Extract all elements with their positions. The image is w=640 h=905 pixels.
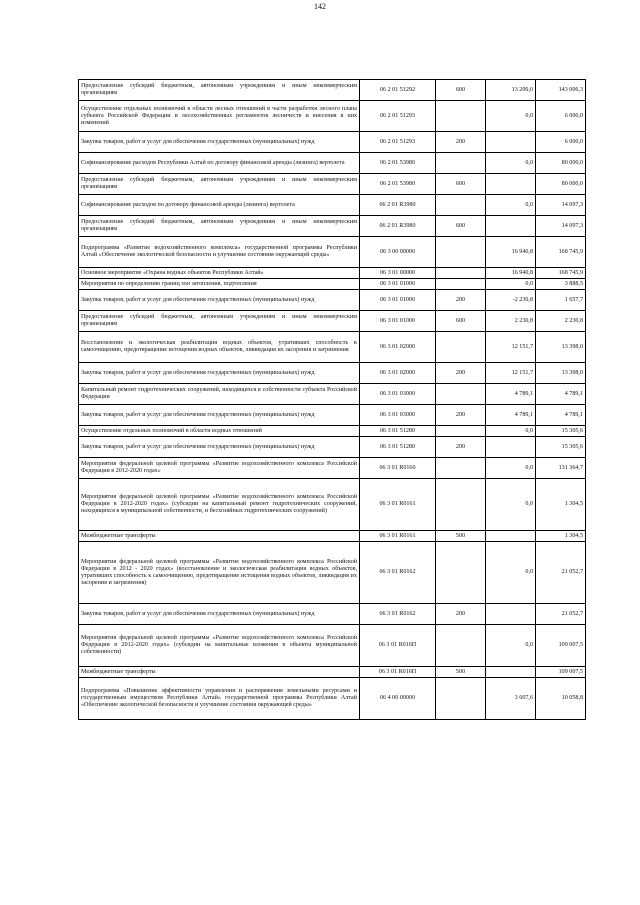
row-name: Осуществление отдельных полномочий в области водных отношений: [79, 426, 360, 437]
row-code: 06 3 01 R0160: [360, 458, 436, 479]
row-change-amount: 2 230,8: [486, 311, 536, 332]
row-name: Подпрограмма «Развитие водохозяйственного комплекса» государственной программы Республики Алтай «Обеспечение экологической безопасности и улучшение состояния окружающей среды»: [79, 237, 360, 268]
table-row: [79, 101, 586, 132]
table-row: [79, 216, 586, 237]
row-expense-type: [436, 458, 486, 479]
row-name: Предоставление субсидий бюджетным, автономным учреждениям и иным некоммерческим организациям: [79, 174, 360, 195]
row-code: 06 2 01 51293: [360, 132, 436, 153]
row-change-amount: [486, 132, 536, 153]
row-expense-type: 600: [436, 80, 486, 101]
row-name: Мероприятия федеральной целевой программы «Развитие водохозяйственного комплекса Российской Федерации в 2012 - 2020 годах» (восстановление и экологическая реабилитация водных объектов, утративших способность к самоочищению, предотвращение истощения водных объектов, ликвидация их засорения и загрязнения): [79, 542, 360, 604]
table-row: [79, 405, 586, 426]
row-change-amount: [486, 216, 536, 237]
row-change-amount: 4 789,1: [486, 405, 536, 426]
row-change-amount: 0,0: [486, 479, 536, 531]
table-row: [79, 426, 586, 437]
row-change-amount: 13 200,0: [486, 80, 536, 101]
row-change-amount: [486, 667, 536, 678]
row-total-amount: 21 052,7: [536, 542, 586, 604]
row-total-amount: 3 888,5: [536, 279, 586, 290]
row-expense-type: [436, 195, 486, 216]
row-code: 06 3 01 02000: [360, 363, 436, 384]
row-name: Закупка товаров, работ и услуг для обеспечения государственных (муниципальных) нужд: [79, 405, 360, 426]
row-code: 06 3 01 03000: [360, 405, 436, 426]
row-expense-type: [436, 426, 486, 437]
row-change-amount: 0,0: [486, 153, 536, 174]
row-code: 06 3 01 R016П: [360, 625, 436, 667]
table-row: [79, 132, 586, 153]
table-row: [79, 479, 586, 531]
row-total-amount: 14 097,3: [536, 195, 586, 216]
row-total-amount: 80 000,0: [536, 174, 586, 195]
row-name: Основное мероприятие «Охрана водных объектов Республики Алтай»: [79, 268, 360, 279]
row-total-amount: 1 304,5: [536, 531, 586, 542]
table-row: [79, 195, 586, 216]
row-code: 06 2 01 R3980: [360, 216, 436, 237]
row-name: Осуществление отдельных полномочий в области лесных отношений в части разработки лесного плана субъекта Российской Федерации и лесохозяйственных регламентов лесничеств и внесения в них изменений: [79, 101, 360, 132]
table-row: [79, 363, 586, 384]
row-change-amount: -2 230,8: [486, 290, 536, 311]
row-change-amount: 12 151,7: [486, 332, 536, 363]
row-name: Закупка товаров, работ и услуг для обеспечения государственных (муниципальных) нужд: [79, 132, 360, 153]
row-name: Мероприятия федеральной целевой программы «Развитие водохозяйственного комплекса Российской Федерации в 2012-2020 годах» (субсидии на капитальный ремонт гидротехнических сооружений, находящихся в муниципальной собственности, и бесхозяйных гидротехнических сооружений): [79, 479, 360, 531]
row-name: Восстановление и экологическая реабилитация водных объектов, утративших способность к самоочищению, предотвращение истощения водных объектов, ликвидация их засорения и загрязнения: [79, 332, 360, 363]
row-name: Подпрограмма «Повышение эффективности управления и распоряжения земельными ресурсами и государственным имуществом Республики Алтай» государственной программы Республики Алтай «Обеспечение экологической безопасности и улучшение состояния окружающей среды»: [79, 678, 360, 720]
row-expense-type: [436, 153, 486, 174]
row-expense-type: 200: [436, 437, 486, 458]
row-expense-type: 200: [436, 363, 486, 384]
table-row: [79, 279, 586, 290]
row-code: 06 3 01 R0161: [360, 531, 436, 542]
row-total-amount: 1 304,5: [536, 479, 586, 531]
row-code: 06 3 01 51280: [360, 437, 436, 458]
table-row: [79, 678, 586, 720]
row-expense-type: 600: [436, 216, 486, 237]
row-expense-type: [436, 237, 486, 268]
row-name: Закупка товаров, работ и услуг для обеспечения государственных (муниципальных) нужд: [79, 604, 360, 625]
table-row: [79, 268, 586, 279]
table-row: [79, 332, 586, 363]
row-code: 06 2 01 53980: [360, 174, 436, 195]
row-expense-type: 200: [436, 604, 486, 625]
row-expense-type: [436, 542, 486, 604]
row-change-amount: 0,0: [486, 426, 536, 437]
row-total-amount: 143 006,3: [536, 80, 586, 101]
row-name: Межбюджетные трансферты: [79, 667, 360, 678]
row-total-amount: 4 789,1: [536, 384, 586, 405]
row-name: Закупка товаров, работ и услуг для обеспечения государственных (муниципальных) нужд: [79, 290, 360, 311]
row-total-amount: 10 058,8: [536, 678, 586, 720]
table-row: [79, 174, 586, 195]
row-change-amount: [486, 174, 536, 195]
table-row: [79, 290, 586, 311]
row-total-amount: 2 230,8: [536, 311, 586, 332]
row-name: Софинансирование расходов Республики Алтай по договору финансовой аренды (лизинга) вертолета: [79, 153, 360, 174]
row-expense-type: 200: [436, 290, 486, 311]
row-total-amount: 1 657,7: [536, 290, 586, 311]
row-total-amount: 109 007,5: [536, 625, 586, 667]
row-code: 06 2 01 R3980: [360, 195, 436, 216]
row-expense-type: [436, 384, 486, 405]
row-change-amount: 0,0: [486, 195, 536, 216]
row-name: Межбюджетные трансферты: [79, 531, 360, 542]
row-expense-type: [436, 268, 486, 279]
row-expense-type: [436, 625, 486, 667]
row-name: Капитальный ремонт гидротехнических сооружений, находящихся в собственности субъекта Российской Федерации: [79, 384, 360, 405]
row-change-amount: [486, 437, 536, 458]
table-row: [79, 237, 586, 268]
row-total-amount: 15 305,6: [536, 437, 586, 458]
row-code: 06 3 01 02000: [360, 332, 436, 363]
row-change-amount: 16 940,8: [486, 237, 536, 268]
row-change-amount: 12 151,7: [486, 363, 536, 384]
row-name: Мероприятия федеральной целевой программы «Развитие водохозяйственного комплекса Российской Федерации в 2012-2020 годах» (субсидии на капитальные вложения в объекты муниципальной собственности): [79, 625, 360, 667]
row-code: 06 3 01 51280: [360, 426, 436, 437]
row-expense-type: 200: [436, 405, 486, 426]
row-name: Софинансирование расходов по договору финансовой аренды (лизинга) вертолета: [79, 195, 360, 216]
table-row: [79, 311, 586, 332]
row-code: 06 3 00 00000: [360, 237, 436, 268]
row-code: 06 4 00 00000: [360, 678, 436, 720]
row-code: 06 2 01 51293: [360, 101, 436, 132]
row-code: 06 3 01 01000: [360, 279, 436, 290]
row-total-amount: 6 000,0: [536, 132, 586, 153]
table-row: [79, 80, 586, 101]
row-change-amount: [486, 531, 536, 542]
row-total-amount: 21 052,7: [536, 604, 586, 625]
table-row: [79, 384, 586, 405]
row-total-amount: 168 745,9: [536, 237, 586, 268]
row-change-amount: 3 607,6: [486, 678, 536, 720]
row-expense-type: 200: [436, 132, 486, 153]
row-code: 06 3 01 R016П: [360, 667, 436, 678]
budget-table: [78, 79, 586, 720]
row-total-amount: 13 398,0: [536, 363, 586, 384]
row-change-amount: 0,0: [486, 542, 536, 604]
table-row: [79, 458, 586, 479]
table-row: [79, 542, 586, 604]
row-code: 06 3 01 00000: [360, 268, 436, 279]
row-code: 06 3 01 03000: [360, 384, 436, 405]
row-expense-type: [436, 479, 486, 531]
row-name: Мероприятия по определению границ зон затопления, подтопления: [79, 279, 360, 290]
row-total-amount: 13 398,0: [536, 332, 586, 363]
table-row: [79, 604, 586, 625]
row-expense-type: [436, 678, 486, 720]
row-total-amount: 80 000,0: [536, 153, 586, 174]
row-code: 06 3 01 01000: [360, 290, 436, 311]
row-total-amount: 14 097,3: [536, 216, 586, 237]
row-change-amount: 0,0: [486, 458, 536, 479]
budget-table-body: [79, 80, 586, 720]
row-change-amount: 0,0: [486, 279, 536, 290]
row-code: 06 3 01 R0162: [360, 542, 436, 604]
row-name: Предоставление субсидий бюджетным, автономным учреждениям и иным некоммерческим организациям: [79, 311, 360, 332]
row-code: 06 3 01 R0162: [360, 604, 436, 625]
row-code: 06 2 01 51292: [360, 80, 436, 101]
table-row: [79, 625, 586, 667]
row-expense-type: 600: [436, 311, 486, 332]
row-total-amount: 15 305,6: [536, 426, 586, 437]
row-total-amount: 168 745,9: [536, 268, 586, 279]
table-row: [79, 667, 586, 678]
row-name: Закупка товаров, работ и услуг для обеспечения государственных (муниципальных) нужд: [79, 437, 360, 458]
row-name: Мероприятия федеральной целевой программы «Развитие водохозяйственного комплекса Российской Федерации в 2012-2020 годах»: [79, 458, 360, 479]
page-number: 142: [314, 2, 326, 11]
row-code: 06 3 01 R0161: [360, 479, 436, 531]
row-total-amount: 109 007,5: [536, 667, 586, 678]
row-total-amount: 6 000,0: [536, 101, 586, 132]
row-change-amount: [486, 604, 536, 625]
row-code: 06 2 01 53980: [360, 153, 436, 174]
table-row: [79, 531, 586, 542]
row-total-amount: 131 364,7: [536, 458, 586, 479]
row-change-amount: 4 789,1: [486, 384, 536, 405]
row-total-amount: 4 789,1: [536, 405, 586, 426]
row-code: 06 3 01 01000: [360, 311, 436, 332]
row-expense-type: 500: [436, 667, 486, 678]
row-change-amount: 0,0: [486, 101, 536, 132]
row-change-amount: 16 940,8: [486, 268, 536, 279]
table-row: [79, 437, 586, 458]
row-expense-type: 500: [436, 531, 486, 542]
row-expense-type: [436, 101, 486, 132]
row-expense-type: 600: [436, 174, 486, 195]
row-name: Предоставление субсидий бюджетным, автономным учреждениям и иным некоммерческим организациям: [79, 216, 360, 237]
table-row: [79, 153, 586, 174]
row-change-amount: 0,0: [486, 625, 536, 667]
row-name: Предоставление субсидий бюджетным, автономным учреждениям и иным некоммерческим организациям: [79, 80, 360, 101]
row-expense-type: [436, 279, 486, 290]
row-name: Закупка товаров, работ и услуг для обеспечения государственных (муниципальных) нужд: [79, 363, 360, 384]
row-expense-type: [436, 332, 486, 363]
